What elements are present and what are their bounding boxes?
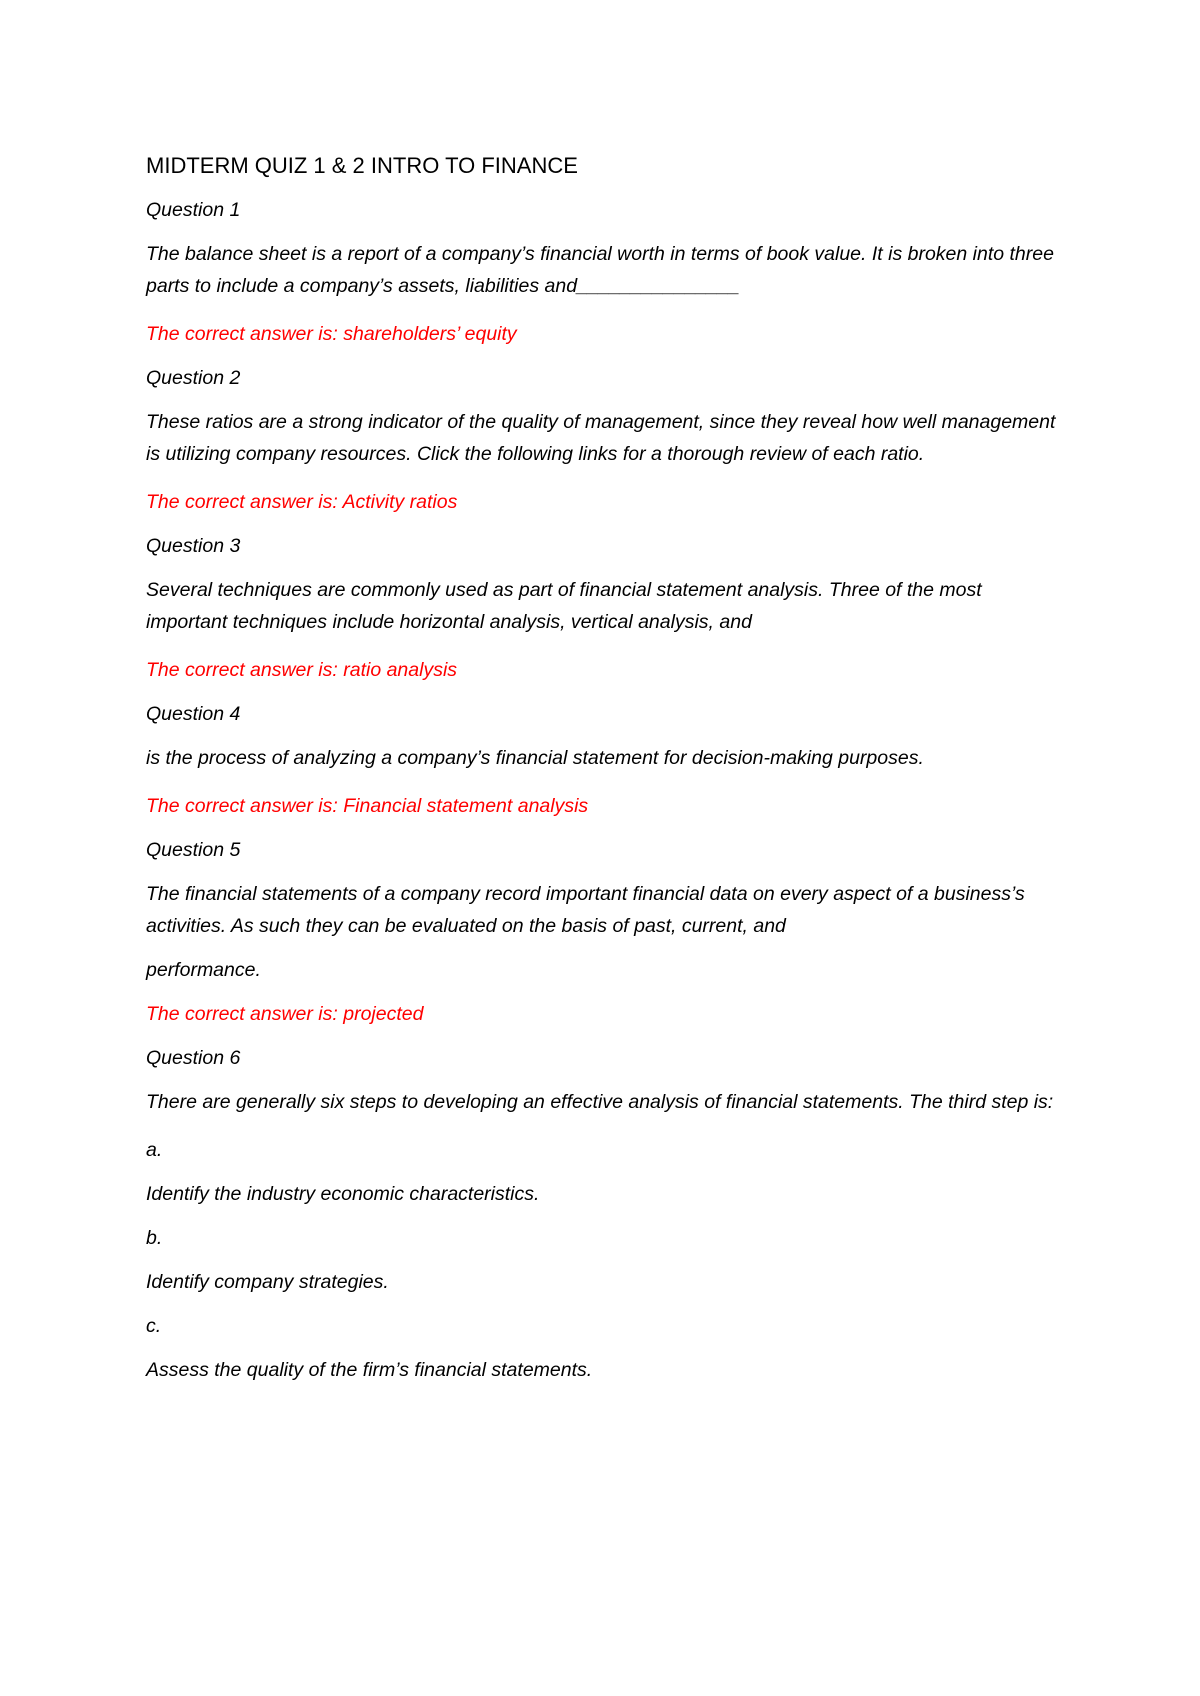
option-a-text: Identify the industry economic characteristics. (146, 1183, 540, 1205)
question-4-heading: Question 4 (146, 703, 241, 725)
question-6-text: There are generally six steps to developing an effective analysis of financial statements. The third step is: (146, 1091, 1054, 1113)
document-title: MIDTERM QUIZ 1 & 2 INTRO TO FINANCE (146, 153, 578, 178)
question-3-heading: Question 3 (146, 535, 241, 557)
question-5-heading: Question 5 (146, 839, 241, 861)
question-2-answer: The correct answer is: Activity ratios (146, 491, 458, 513)
question-4-text: is the process of analyzing a company’s financial statement for decision-making purposes. (146, 747, 924, 769)
question-1-answer: The correct answer is: shareholders’ equity (146, 323, 517, 345)
question-6-heading: Question 6 (146, 1047, 241, 1069)
option-c-letter: c. (146, 1315, 162, 1337)
question-4-answer: The correct answer is: Financial statement analysis (146, 795, 589, 817)
question-5-text-continued: performance. (146, 959, 261, 981)
question-3-text: Several techniques are commonly used as part of financial statement analysis. Three of the most important techniques include horizontal analysis, vertical analysis, and (146, 579, 982, 633)
question-3-answer: The correct answer is: ratio analysis (146, 659, 458, 681)
question-5-answer: The correct answer is: projected (146, 1003, 424, 1025)
option-b-text: Identify company strategies. (146, 1271, 389, 1293)
question-1-heading: Question 1 (146, 199, 241, 221)
question-1-text: The balance sheet is a report of a company’s financial worth in terms of book value. It is broken into three parts to include a company’s assets, liabilities and_______________ (146, 243, 1054, 297)
option-a-letter: a. (146, 1139, 163, 1161)
question-2-text: These ratios are a strong indicator of the quality of management, since they reveal how well management is utilizing company resources. Click the following links for a thorough review of each ratio. (146, 411, 1056, 465)
question-5-text: The financial statements of a company record important financial data on every aspect of a business’s activities. As such they can be evaluated on the basis of past, current, and (146, 883, 1025, 937)
option-c-text: Assess the quality of the firm’s financial statements. (146, 1359, 593, 1381)
question-2-heading: Question 2 (146, 367, 241, 389)
option-b-letter: b. (146, 1227, 163, 1249)
document-page (146, 150, 1066, 1398)
